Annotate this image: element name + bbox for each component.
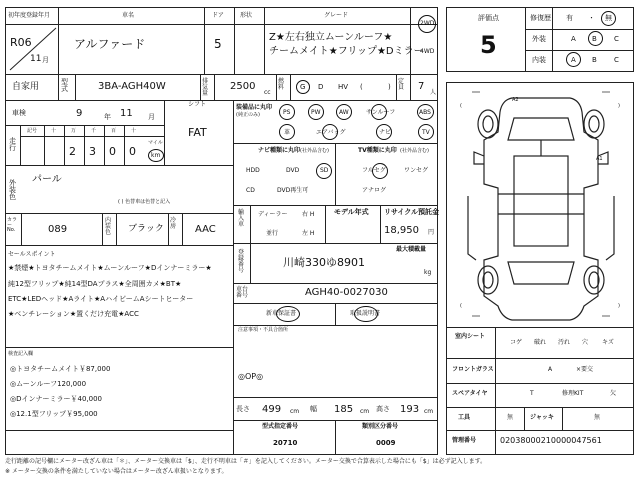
notes-label: 注意事項・不具合箇所 [238, 327, 289, 333]
plate: 川崎330ゆ8901 [283, 256, 365, 269]
recycle: 18,950 [384, 225, 419, 236]
chassis-label: 車台番号 [236, 286, 249, 299]
paren-r-bot: ) [618, 303, 620, 309]
color-value: パール [32, 174, 62, 185]
repair-label: 修復歴 [530, 14, 551, 22]
paren-l-top: ( [460, 103, 462, 109]
wid: 185 [334, 404, 354, 415]
fuel-open: ( [360, 83, 363, 91]
fuel-close: ) [388, 83, 391, 91]
mgmt: 020380002100000475​61 [500, 436, 602, 445]
hei: 193 [400, 404, 420, 415]
room-4: キズ [602, 339, 614, 346]
dh1: 万 [71, 128, 77, 134]
insp-year-unit: 年 [104, 113, 111, 121]
hand-l: 左 H [302, 230, 315, 237]
insp-month-unit: 月 [148, 113, 155, 121]
grade-label: グレード [324, 12, 349, 19]
insp-month: 11 [120, 108, 133, 119]
digit2: 0 [109, 145, 116, 158]
eq-aw: AW [339, 109, 349, 116]
footer-line2: ※ メーター交換の条件を満たしていない場合はメーター改ざん車扱いとなります。 [5, 468, 228, 475]
ac-label: 冷房 [170, 217, 177, 230]
paren-r-top: ) [618, 103, 620, 109]
nav-sub: (社外品含む) [300, 148, 329, 154]
eq-tv: TV [422, 129, 430, 136]
model: 3BA-AGH40W [98, 81, 166, 92]
len-unit: cm [290, 408, 300, 415]
footer-line1: 走行距離の記号欄にメーター改ざん車は「＊」、メーター交換車は「$」、走行不明車は「＃」を記入してください。メーター交換で合算表示した場合にも「$」は必ず記入します。 [5, 458, 487, 465]
manual: 取扱説明書 [350, 310, 381, 317]
glass-1: ×要交 [576, 366, 594, 373]
eq-pw: PW [311, 109, 321, 116]
2wd: 2WD [420, 20, 435, 27]
jack-label: ジャッキ [530, 414, 554, 421]
eq-sr: サンルーフ [366, 109, 396, 116]
insp-year: 9 [76, 108, 83, 119]
hei-label: 高さ [376, 405, 390, 413]
dh2: 千 [91, 128, 97, 134]
reg-slash [8, 26, 58, 72]
exterior-label: 外装 [532, 35, 546, 43]
colorno-label: カラー No. [7, 217, 18, 233]
spare-label: スペアタイヤ [452, 390, 488, 397]
insp-label: 車検 [12, 109, 26, 117]
warranty: 新車保証書 [266, 310, 297, 317]
insp-l2: ◎Dインナーミラー￥40,000 [10, 395, 102, 403]
repair-no: 無 [605, 14, 612, 22]
spare-0: T [530, 390, 534, 397]
4wd: 4WD [420, 48, 435, 55]
fuel-d: D [318, 83, 324, 91]
reg-era: R06 [10, 36, 32, 49]
spare-2: 欠 [610, 390, 617, 397]
int-b: B [592, 56, 597, 64]
km: km [151, 152, 161, 159]
sales-label: セールスポイント [8, 251, 56, 258]
fuel-g: G [300, 83, 306, 91]
int-label: 内装色 [105, 217, 112, 236]
nav-dvd: DVD [286, 167, 300, 174]
chassis: AGH40-0027030 [305, 287, 388, 298]
insp-l0: ◎トヨタチームメイト￥87,000 [10, 365, 111, 373]
tv-label: TV種類に丸印 [358, 147, 397, 154]
hei-unit: cm [424, 408, 434, 415]
grade-line1: Z★左右独立ムーンルーフ★ [269, 32, 393, 43]
eq-ab: エアバッグ [316, 129, 346, 136]
door-label: ドア [212, 12, 224, 19]
int-color: ブラック [128, 224, 164, 234]
len-label: 長さ [236, 405, 250, 413]
grade-line2: チームメイト★フリップ★Dミラー [269, 46, 424, 57]
name-label: 車名 [122, 12, 135, 19]
room-1: 破れ [534, 339, 547, 346]
recycle-unit: 円 [428, 229, 435, 236]
recycle-label: リサイクル預託金 [384, 208, 440, 216]
sales-l3: ★ベンチレーション★置くだけ充電★ACC [8, 310, 139, 318]
mileage-sub: 記号 [27, 128, 38, 134]
room-3: 穴 [582, 339, 589, 346]
glass-0: A [548, 366, 553, 373]
mark-a2: A2 [512, 97, 519, 103]
mark-a1: A1 [596, 156, 603, 162]
digit0: 2 [69, 145, 76, 158]
wid-label: 幅 [310, 405, 317, 413]
room-2: 汚れ [558, 339, 571, 346]
doors: 5 [214, 37, 222, 51]
plate-label: 登録番号 [238, 249, 245, 274]
sales-l1: 純12型フリップ★純14型DAプラス★全周囲カメ★BT★ [8, 280, 182, 288]
equip-label: 装備品に丸印 [236, 104, 273, 111]
int-a: A [571, 56, 576, 64]
cat-label: 類別区分番号 [362, 423, 399, 430]
fuel-hv: HV [338, 83, 349, 91]
typeno: 20710 [273, 439, 298, 447]
dh4: 十 [131, 128, 137, 134]
disp-cc: cc [264, 89, 271, 96]
paren-l-bot: ( [460, 303, 462, 309]
nav-sd: SD [320, 167, 329, 174]
shift: FAT [188, 126, 207, 139]
dh3: 百 [111, 128, 117, 134]
digit1: 3 [89, 145, 96, 158]
equip-sub: (純正のみ) [236, 112, 260, 118]
dealer-opt0: ディーラー [258, 211, 288, 218]
tv-ana: アナログ [362, 187, 387, 194]
hand-r: 右 H [302, 211, 315, 218]
eq-kawa: 革 [284, 129, 291, 136]
reg-month-unit: 月 [42, 56, 49, 64]
disp-label: 排気量 [202, 78, 209, 97]
wid-unit: cm [360, 408, 370, 415]
import-label: 輸入車 [238, 209, 245, 228]
dh0: 十 [51, 128, 57, 134]
eq-ps: PS [283, 109, 291, 116]
cap-unit: 人 [430, 89, 437, 96]
shift-label: シフト [188, 101, 207, 108]
ext-a: A [571, 35, 576, 43]
sales-l2: ETC★LEDヘッド★Aライト★AハイビームAシートヒーター [8, 295, 194, 303]
insp-l3: ◎12.1型フリップ￥95,000 [10, 410, 98, 418]
nav-dvdp: DVD再生可 [277, 187, 309, 194]
mile-unit: マイル [148, 140, 163, 146]
typeno-label: 型式指定番号 [262, 423, 299, 430]
jack: 無 [594, 414, 601, 421]
reg-label: 初年度登録年月 [8, 12, 51, 19]
spare-1: 修理KIT [562, 390, 584, 397]
cat: 0009 [376, 439, 396, 447]
tools: 無 [507, 414, 514, 421]
tv-one: ワンセグ [404, 167, 429, 174]
sales-l0: ★禁煙★トヨタチームメイト★ムーンルーフ★Dインナーミラー★ [8, 264, 212, 272]
insp-box-label: 検査記入欄 [8, 351, 34, 357]
room-0: コゲ [510, 339, 523, 346]
repair-dot: ・ [588, 14, 595, 22]
ext-b: B [592, 35, 597, 43]
len: 499 [262, 404, 282, 415]
eq-abs: ABS [419, 109, 431, 116]
glass-label: フロントガラス [452, 366, 494, 373]
car-name: アルファード [74, 37, 146, 51]
insp-l1: ◎ムーンルーフ120,000 [10, 380, 87, 388]
mileage-label: 走行 [9, 137, 16, 152]
eq-navi: ナビ [379, 129, 392, 136]
model-label: 型式 [61, 78, 68, 93]
tv-full: フルセグ [362, 167, 386, 174]
int-c: C [614, 56, 619, 64]
maxload-label: 最大積載量 [396, 246, 427, 253]
tools-label: 工具 [458, 414, 471, 421]
score-value: 5 [480, 31, 497, 59]
cap: 7 [418, 81, 425, 92]
dealer-opt1: 並行 [266, 230, 279, 237]
car-diagram [448, 84, 632, 325]
use-value: 自家用 [12, 82, 40, 92]
mgmt-label: 管理番号 [452, 437, 477, 444]
colorno: 089 [48, 224, 68, 235]
ext-c: C [614, 35, 619, 43]
color-note: ( ) 色替車は色替と記入 [118, 199, 171, 205]
fuel-label: 燃料 [278, 78, 285, 91]
room-label: 室内シート [455, 333, 486, 340]
interior-label: 内装 [532, 56, 546, 64]
year-label: モデル年式 [334, 208, 369, 216]
color-label: 外装色 [9, 179, 16, 201]
reg-month: 11 [30, 54, 42, 64]
nav-hdd: HDD [246, 167, 260, 174]
digit3: 0 [129, 145, 136, 158]
maxload-unit: kg [424, 269, 432, 276]
disp: 2500 [230, 81, 256, 92]
notes-value: ◎OP◎ [238, 372, 264, 381]
nav-cd: CD [246, 187, 255, 194]
ac: AAC [195, 224, 216, 235]
shape-label: 形状 [240, 12, 253, 19]
cap-label: 定員 [398, 78, 405, 91]
tv-sub: (社外品含む) [400, 148, 429, 154]
nav-label: ナビ種類に丸印 [258, 147, 301, 154]
score-label: 評価点 [478, 14, 499, 22]
repair-yes: 有 [566, 14, 573, 22]
